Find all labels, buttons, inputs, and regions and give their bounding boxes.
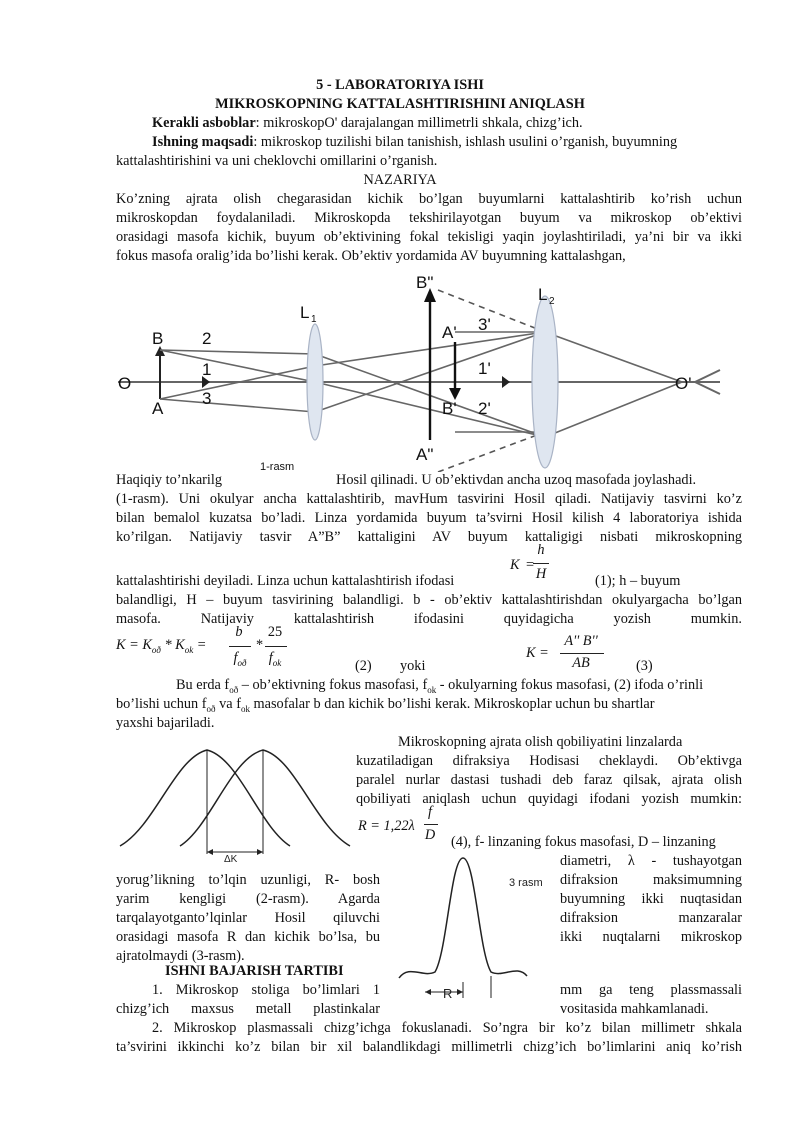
step-1-line-2: chizg’ich maxsus metall plastinkalar [116, 1001, 380, 1017]
right-narrow-line-2: difraksion maksimumning [560, 872, 742, 888]
goal-label: Ishning maqsadi [152, 134, 254, 150]
ray-arrowhead-2 [502, 376, 510, 388]
right-col-line-3: paralel nurlar dastasi tushadi deb faraz qilsak, ajrata olish [356, 772, 742, 788]
paragraph-2-line-7: masofa. Natijaviy kattalashtirish ifodasini quyidagicha yozish mumkin. [116, 611, 742, 627]
formula-2-k: K = K [116, 637, 152, 653]
formula-4-text: (4), f- linzaning fokus masofasi, D – linzaning [451, 834, 716, 850]
ray-to-eye-2 [545, 382, 682, 437]
p3-l1-text-b: – ob’ektivning fokus masofasi, f [238, 677, 428, 693]
goal-text: : mikroskop tuzilishi bilan tanishish, ishlash usulini o’rganish, buyumning [253, 134, 678, 150]
label-ray-2: 2 [202, 329, 212, 348]
formula-4-denominator: D [424, 827, 436, 843]
goal-line-2: kattalashtirishini va uni cheklovchi omillarini o’rganish. [116, 153, 438, 169]
left-col-line-3: tarqalayotganto’lqinlar Hosil qiluvchi [116, 910, 380, 926]
paragraph-2-line-1b: Hosil qilinadi. U ob’ektivdan ancha uzoq masofada joylashadi. [336, 472, 697, 488]
diffraction-pattern-diagram [395, 852, 555, 1000]
paragraph-2-line-2: (1-rasm). Uni okulyar ancha kattalashtirib, mavHum tasvirini Hosil qiladi. Natijaviy tasvirni ko’z [116, 491, 742, 507]
microscope-ray-diagram [110, 272, 730, 472]
p3-l2-text-c: masofalar b dan kichik bo’lishi kerak. Mikroskoplar uchun bu shartlar [249, 696, 655, 712]
formula-2-sub-ok: ok [184, 644, 194, 655]
label-b: B [152, 329, 164, 348]
formula-3-number: (3) [636, 658, 653, 674]
virtual-ray-bottom [438, 432, 545, 472]
formula-3-numerator: A'' B'' [564, 633, 598, 649]
label-ray-2-prime: 2' [478, 399, 491, 418]
formula-1-bar [533, 563, 549, 564]
step-1-line-1: 1. Mikroskop stoliga bo’limlari 1 [152, 982, 380, 998]
formula-2-number: (2) [355, 658, 372, 674]
paragraph-2-line-4: ko’rilgan. Natijaviy tasvir A”B” kattaligini AV buyum kattaligigi nisbati mikroskopning [116, 529, 742, 545]
peak-right [180, 750, 350, 846]
ray-b-1 [160, 350, 315, 382]
formula-4-numerator: f [428, 804, 432, 820]
paragraph-1-line-1: Ko’zning ajrata olish chegarasidan kichik bo’lgan buyumlarni kattalashtirib ko’rish uchun [116, 191, 742, 207]
formula-3-denominator: AB [572, 655, 590, 671]
equipment-text: : mikroskopO' darajalangan millimetrli shkala, chizg’ich. [255, 115, 583, 131]
right-narrow-line-4: difraksion manzaralar [560, 910, 742, 926]
paragraph-1-line-3: orasidagi masofa kichik, buyum ob’ektivining fokal tekisligi yaqin joylashtiriladi, ya’ni bir va ikki [116, 229, 742, 245]
formula-2-num-1: b [235, 624, 243, 640]
resolution-peaks-diagram [115, 738, 355, 866]
goal-line [152, 133, 677, 151]
label-a: A [152, 399, 164, 418]
right-narrow-line-7: vositasida mahkamlanadi. [560, 1001, 709, 1017]
formula-or-word: yoki [400, 658, 426, 674]
section-work-heading: ISHNI BAJARISH TARTIBI [165, 963, 344, 979]
diffraction-curve [399, 858, 527, 978]
p3-l2-text: bo’lishi uchun f [116, 696, 207, 712]
delta-k-arrow-right [257, 849, 263, 855]
paragraph-2-line-1a: Haqiqiy to’nkarilg [116, 472, 223, 488]
label-l1-sub: 1 [311, 314, 317, 325]
label-l2-sub: 2 [549, 296, 555, 307]
p3-l2-sub: oð [206, 703, 216, 714]
ray-a-2 [160, 399, 315, 412]
label-a-prime: A' [442, 323, 457, 342]
label-o: O [118, 374, 132, 393]
left-col-line-2: yarim kengligi (2-rasm). Agarda [116, 891, 380, 907]
right-narrow-line-3: buyumning ikki nuqtasidan [560, 891, 742, 907]
label-o-prime: O' [675, 374, 692, 393]
title-line-2: MIKROSKOPNING KATTALASHTIRISHINI ANIQLASH [215, 96, 585, 112]
formula-2-lhs [116, 636, 206, 659]
p3-l2-text-b: va f [215, 696, 241, 712]
paragraph-1-line-2: mikroskopdan foydalaniladi. Mikroskopda tekshirilayotgan buyum va mikroskop ob’ektivi [116, 210, 742, 226]
p3-l1-sub: oð [229, 684, 239, 695]
delta-k-arrow-left [207, 849, 213, 855]
right-narrow-line-5: ikki nuqtalarni mikroskop [560, 929, 742, 945]
r-label: R [443, 986, 453, 1000]
formula-1-eq: = [526, 557, 535, 573]
figure-3-caption: 3 rasm [509, 877, 543, 889]
formula-2-den-1 [227, 650, 253, 668]
formula-2-star: * [256, 637, 264, 653]
p3-l1-text-c: - okulyarning fokus masofasi, (2) ifoda o’rinli [436, 677, 704, 693]
step-2-line-1: 2. Mikroskop plasmassali chizg’ichga fokuslanadi. So’ngra bir ko’z bilan millimetr shkala [152, 1020, 742, 1036]
formula-2-eq: = [193, 637, 207, 653]
r-arrow-left [425, 989, 431, 995]
paragraph-2-line-5b: (1); h – buyum [595, 573, 681, 589]
right-narrow-line-6: mm ga teng plassmassali [560, 982, 742, 998]
left-col-line-5: ajratolmaydi (3-rasm). [116, 948, 245, 964]
title-line-1: 5 - LABORATORIYA ISHI [316, 77, 484, 93]
paragraph-2-line-5a: kattalashtirishi deyiladi. Linza uchun kattalashtirish ifodasi [116, 573, 455, 589]
formula-2-mul: * K [160, 637, 185, 653]
label-b-double-prime: B" [416, 273, 434, 292]
p3-l1-sub2: ok [427, 684, 437, 695]
formula-1-numerator: h [537, 542, 545, 558]
equipment-label: Kerakli asboblar [152, 115, 256, 131]
formula-2-den-2-sub: ok [272, 657, 282, 668]
figure-1-caption: 1-rasm [260, 461, 295, 472]
peak-left [120, 750, 290, 846]
formula-3-k: K = [526, 645, 549, 661]
left-col-line-1: yorug’likning to’lqin uzunligi, R- bosh [116, 872, 380, 888]
equipment-line [152, 114, 583, 132]
right-narrow-line-1: diametri, λ - tushayotgan [560, 853, 742, 869]
formula-2-den-1-sub: oð [237, 657, 247, 668]
section-theory-heading: NAZARIYA [363, 172, 437, 188]
label-ray-1: 1 [202, 360, 212, 379]
formula-4-bar [424, 824, 438, 825]
ray-to-eye-1 [545, 332, 682, 382]
label-a-double-prime: A" [416, 445, 434, 464]
label-ray-1-prime: 1' [478, 359, 491, 378]
formula-2-sub-ob: oð [151, 644, 161, 655]
r-arrow-right [457, 989, 463, 995]
formula-2-num-2: 25 [267, 624, 283, 640]
lens-l2 [532, 296, 558, 468]
right-col-line-1: Mikroskopning ajrata olish qobiliyatini linzalarda [398, 734, 683, 750]
label-l1: L [300, 303, 310, 322]
formula-4-lhs: R = 1,22λ [358, 818, 415, 834]
formula-2-den-2 [262, 650, 288, 668]
lens-l1 [307, 324, 323, 440]
formula-2-den-1-f: f [233, 650, 238, 666]
step-2-line-2: ta’svirini ikkinchi ko’z bilan bir xil balandlikdagi millimetrli chizg’ich bo’limlarini aniq ko’rish [116, 1039, 742, 1055]
label-ray-3-prime: 3' [478, 315, 491, 334]
left-col-line-4: orasidagi masofa R dan kichik bo’lsa, bu [116, 929, 380, 945]
formula-2-bar-1 [229, 646, 251, 647]
p3-l1-text: Bu erda f [176, 677, 230, 693]
paragraph-2-line-6: balandligi, H – buyum tasvirining balandligi. b - ob’ektiv kattalashtirishdan okulyargacha bo’lgan [116, 592, 742, 608]
right-col-line-2: kuzatiladigan difraksiya Hodisasi cheklaydi. Ob’ektivga [356, 753, 742, 769]
label-b-prime: B' [442, 399, 457, 418]
label-ray-3: 3 [202, 389, 212, 408]
formula-3-bar [560, 653, 604, 654]
right-col-line-4: qobiliyati aniqlash uchun quyidagi ifodani yozish mumkin: [356, 791, 742, 807]
formula-1-k: K [510, 557, 520, 573]
paragraph-2-line-3: bilan bemalol kuzatsa bo’ladi. Linza yordamida buyum ta’svirni Hosil kilish 4 laboratoriya ishida [116, 510, 742, 526]
delta-k-label: ΔK [224, 854, 238, 865]
p3-l2-sub2: ok [240, 703, 250, 714]
paragraph-1-line-4: fokus masofa oralig’ida bo’lishi kerak. Ob’ektiv yordamida AV buyumning kattalashgan, [116, 248, 626, 264]
paragraph-3-line-3: yaxshi bajariladi. [116, 715, 215, 731]
formula-2-den-2-f: f [268, 650, 273, 666]
ray-b-2 [160, 350, 315, 354]
formula-2-bar-2 [265, 646, 287, 647]
formula-1-denominator: H [535, 566, 547, 582]
label-l2: L [538, 285, 548, 304]
